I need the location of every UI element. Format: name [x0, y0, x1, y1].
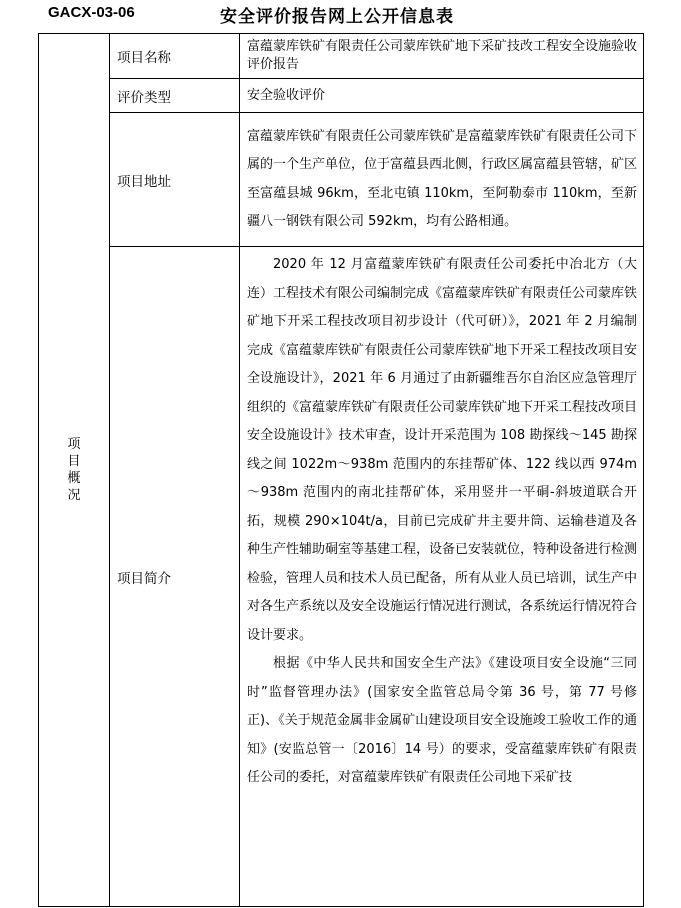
- table-row: [39, 113, 644, 247]
- row-label: 项目名称: [110, 34, 240, 79]
- row-label: 项目简介: [110, 247, 240, 907]
- table-row: [39, 34, 644, 79]
- document-title: 安全评价报告网上公开信息表: [220, 7, 454, 27]
- row-label: 项目地址: [110, 113, 240, 247]
- document-code: GACX-03-06: [48, 4, 135, 21]
- table-row: [39, 79, 644, 113]
- info-table: [38, 33, 644, 907]
- section-label-cell: [39, 34, 110, 907]
- intro-paragraph: 2020 年 12 月富蕴蒙库铁矿有限责任公司委托中冶北方（大连）工程技术有限公司编制完成《富蕴蒙库铁矿有限责任公司蒙库铁矿地下开采工程技改项目初步设计（代可研）》，2021 年 2 月编制完成《富蕴蒙库铁矿有限责任公司蒙库铁矿地下开采工程技改项目安全设施设计》，2021 年 6 月通过了由新疆维吾尔自治区应急管理厅组织的《富蕴蒙库铁矿有限责任公司蒙库铁矿地下开采工程技改项目安全设施设计》技术审查，设计开采范围为 108 勘探线～145 勘探线之间 1022m～938m 范围内的东挂帮矿体、122 线以西 974m～938m 范围内的南北挂帮矿体，采用竖井一平硐-斜坡道联合开拓，规模 290×104t/a，目前已完成矿井主要井筒、运输巷道及各种生产性辅助硐室等基建工程，设备已安装就位，特种设备进行检测检验，管理人员和技术人员已配备，所有从业人员已培训，试生产中对各生产系统以及安全设施运行情况进行测试，各系统运行情况符合设计要求。: [247, 257, 638, 643]
- project-name-value: 富蕴蒙库铁矿有限责任公司蒙库铁矿地下采矿技改工程安全设施验收评价报告: [240, 34, 644, 79]
- project-address-value: 富蕴蒙库铁矿有限责任公司蒙库铁矿是富蕴蒙库铁矿有限责任公司下属的一个生产单位，位于富蕴县西北侧，行政区属富蕴县管辖，矿区至富蕴县城 96km，至北屯镇 110km，至阿勒泰市 110km，至新疆八一钢铁有限公司 592km，均有公路相通。: [240, 113, 644, 247]
- project-intro-value: [240, 247, 644, 907]
- table-row: [39, 247, 644, 907]
- row-label: 评价类型: [110, 79, 240, 113]
- section-label: 项目概况: [67, 437, 81, 503]
- evaluation-type-value: 安全验收评价: [240, 79, 644, 113]
- intro-paragraph: 根据《中华人民共和国安全生产法》《建设项目安全设施“三同时”监督管理办法》(国家安全监管总局令第 36 号，第 77 号修正)、《关于规范金属非金属矿山建设项目安全设施竣工验收工作的通知》(安监总管一〔2016〕14 号）的要求，受富蕴蒙库铁矿有限责任公司的委托，对富蕴蒙库铁矿有限责任公司地下采矿技: [247, 656, 637, 785]
